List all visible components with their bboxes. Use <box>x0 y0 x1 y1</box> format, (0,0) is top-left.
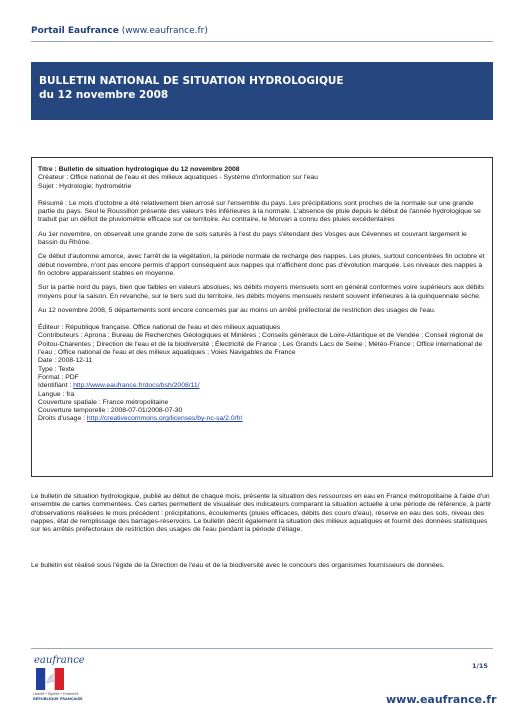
bulletin-date: du 12 novembre 2008 <box>39 89 169 101</box>
footer-divider <box>31 648 493 649</box>
title-banner <box>31 62 493 120</box>
page-number: 1/15 <box>472 662 488 670</box>
body-paragraph-2: Le bulletin est réalisé sous l'égide de la Direction de l'eau et de la biodiversité avec le concours des organismes fournisseurs de données. <box>31 562 445 569</box>
droits-label: Droits d'usage : <box>38 415 87 423</box>
footer-website-link[interactable]: www.eaufrance.fr <box>386 693 497 706</box>
meta-createur: Créateur : Office national de l'eau et des milieux aquatiques - Système d'information sur l'eau <box>38 174 318 182</box>
meta-contributeurs: Contributeurs : Aprona ; Bureau de Recherches Géologiques et Minières ; Conseils généraux de Loire-Atlantique et de Vendée ; Conseil régional de Poitou-Charentes ; Direction de l'eau et de la biodiversité ; Électricité de France ; Les Grands Lacs de Seine ; Météo-France ; Office international de l'eau ; Office national de l'eau et des milieux aquatiques ; Voies Navigables de France <box>38 332 484 357</box>
meta-couverture-temporelle: Couverture temporelle : 2008-07-01/2008-07-30 <box>38 407 183 415</box>
eaufrance-logo-text: eaufrance <box>34 655 85 666</box>
meta-resume-5: Au 12 novembre 2008, 5 départements sont encore concernés par au moins un arrêté préfectoral de restriction des usages de l'eau. <box>38 306 436 314</box>
republique-tagline: Liberté • Égalité • Fraternité <box>33 692 79 696</box>
meta-resume-4: Sur la partie nord du pays, bien que faibles en valeurs absolues, les débits moyens mensuels sont en général conformes voire supérieurs aux débits moyens pour la saison. En revanche, sur le tiers sud du territoire, les débits moyens mensuels restent souvent inférieures à la quinquennale sèche. <box>38 284 485 300</box>
droits-link[interactable]: http://creativecommons.org/licenses/by-nc-sa/2.0/fr/ <box>86 415 243 423</box>
body-paragraph-1: Le bulletin de situation hydrologique, publié au début de chaque mois, présente la situation des ressources en eau en France métropolitaine à l'aide d'un ensemble de cartes commentées. Ces cartes permettent de visualiser des indicateurs comparant la situation actuelle à une période de référence, à partir d'observations réalisées le mois précédent : précipitations, écoulements (pluies efficaces, débits des cours d'eau), réserve en eau des sols, niveau des nappes, état de remplissage des barrages-réservoirs. Le bulletin décrit également la situation des milieux aquatiques et fournit des données statistiques sur les arrêtés préfectoraux de restriction des usages de l'eau pendant la période d'étiage. <box>31 493 492 534</box>
portal-header <box>31 26 208 36</box>
portal-name: Portail Eaufrance <box>31 26 119 36</box>
meta-type: Type : Texte <box>38 365 75 373</box>
meta-date: Date : 2008-12-11 <box>38 357 93 365</box>
metadata-box <box>31 157 493 477</box>
identifiant-label: Identifiant : <box>38 382 74 390</box>
meta-couverture-spatiale: Couverture spatiale : France métropolitaine <box>38 398 169 406</box>
meta-resume-3: Ce début d'automne amorce, avec l'arrêt de la végétation, la période normale de recharge des nappes. Les pluies, surtout concentrées fin octobre et début novembre, n'ont pas encore permis d'apport conséquent aux nappes qui n'affichent donc pas d'évolution marquée. Les niveaux des nappes à fin octobre apparaissent stables en moyenne. <box>38 253 485 277</box>
meta-editeur: Éditeur : République française. Office national de l'eau et des milieux aquatiques <box>38 324 281 332</box>
portal-url[interactable]: (www.eaufrance.fr) <box>121 26 208 36</box>
header-divider <box>31 41 493 42</box>
meta-sujet: Sujet : Hydrologie; hydrométrie <box>38 182 132 190</box>
meta-titre: Titre : Bulletin de situation hydrologique du 12 novembre 2008 <box>38 166 240 173</box>
meta-resume-1: Résumé : Le mois d'octobre a été relativement bien arrosé sur l'ensemble du pays. Les précipitations sont proches de la normale sur une grande partie du pays. Seul le Roussillon présente des valeurs très inférieures à la normale. L'absence de pluie depuis le début de l'année hydrologique se traduit par un déficit de pluviométrie efficace sur ce territoire. Au contraire, le Morvan a connu des pluies excédentaires <box>38 199 481 224</box>
marianne-logo-icon <box>36 668 64 690</box>
meta-langue: Langue : fra <box>38 390 75 398</box>
meta-format: Format : PDF <box>38 373 79 381</box>
meta-resume-2: Au 1er novembre, on observait une grande zone de sols saturés à l'est du pays s'étendant des Vosges aux Cévennes et couvrant largement le bassin du Rhône. <box>38 230 467 247</box>
meta-droits <box>38 415 486 423</box>
bulletin-title: BULLETIN NATIONAL DE SITUATION HYDROLOGIQUE <box>39 75 344 87</box>
identifiant-link[interactable]: http://www.eaufrance.fr/docs/bsh/2008/11/ <box>73 382 200 390</box>
meta-identifiant <box>38 382 486 390</box>
republique-francaise-label: RÉPUBLIQUE FRANÇAISE <box>33 697 83 701</box>
